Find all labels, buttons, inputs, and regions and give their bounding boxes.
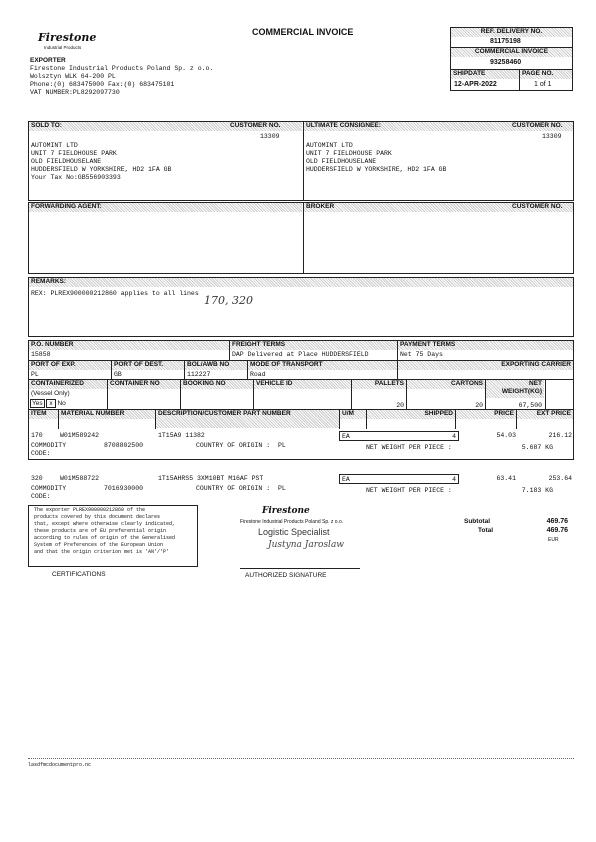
po-number-label: P.O. NUMBER [29, 341, 229, 350]
col-material: MATERIAL NUMBER [59, 410, 155, 419]
table-row: 320 W01M588722 1T15AHRS5 3XM10BT M16AF PST EA 4 63.41 253.64 COMMODITY CODE: 7016930000 COUNTRY OF ORIGIN : PL NET WEIGHT PER PIECE : 7.183 KG [31, 475, 572, 500]
col-ext-price: EXT PRICE [517, 410, 573, 419]
carrier-label: EXPORTING CARRIER [398, 361, 573, 370]
total-label: Total [478, 527, 494, 534]
net-weight: 67,500 [518, 402, 542, 409]
yes-checkbox[interactable]: Yes [32, 400, 43, 407]
page-no: 1 of 1 [534, 81, 552, 88]
remarks-label: REMARKS: [29, 278, 573, 287]
port-exp-label: PORT OF EXP. [29, 361, 111, 370]
bol-no: 112227 [187, 371, 211, 378]
containerized-sub: (Vessel Only) [31, 390, 70, 397]
col-price: PRICE [456, 410, 516, 419]
table-row: 170 W01M589242 1T15A9 11382 EA 4 54.03 216.12 COMMODITY CODE: 8708802500 COUNTRY OF ORIGIN : PL NET WEIGHT PER PIECE : 5.687 KG [31, 432, 572, 457]
sold-to-customer-label: CUSTOMER NO. [230, 122, 281, 129]
transport-label: MODE OF TRANSPORT [248, 361, 397, 370]
forwarding-agent-label: FORWARDING AGENT: [29, 203, 302, 212]
container-no-label: CONTAINER NO [108, 380, 180, 389]
invoice-no-label: COMMERCIAL INVOICE [451, 48, 572, 57]
col-item: ITEM [29, 410, 58, 419]
brand-tagline: Industrial Products [44, 45, 82, 50]
stamp-line2: Logistic Specialist [258, 527, 330, 537]
vehicle-id-label: VEHICLE ID [254, 380, 351, 389]
freight-terms-label: FREIGHT TERMS [230, 341, 397, 350]
payment-terms-label: PAYMENT TERMS [398, 341, 573, 350]
cartons-label: CARTONS [407, 380, 485, 389]
page-no-label: PAGE NO. [520, 70, 572, 79]
freight-terms: DAP Delivered at Place HUDDERSFIELD [232, 351, 369, 358]
col-description: DESCRIPTION/CUSTOMER PART NUMBER [156, 410, 339, 428]
subtotal-value: 469.76 [546, 518, 568, 525]
net-weight-label: NET WEIGHT(KG) [486, 380, 544, 398]
transport-mode: Road [250, 371, 266, 378]
col-shipped: SHIPPED [367, 410, 455, 419]
exporter-label: EXPORTER [30, 57, 66, 64]
pallets: 20 [396, 402, 404, 409]
cartons: 20 [475, 402, 483, 409]
containerized-options [30, 400, 66, 408]
consignee-customer-label: CUSTOMER NO. [512, 122, 563, 129]
authorized-signature-label: AUTHORIZED SIGNATURE [245, 572, 327, 579]
consignee-label: ULTIMATE CONSIGNEE: [304, 122, 573, 131]
pallets-label: PALLETS [352, 380, 406, 389]
containerized-label: CONTAINERIZED [29, 380, 107, 389]
bol-label: BOL/AWB NO [185, 361, 247, 370]
sold-to-label: SOLD TO: [29, 122, 302, 131]
delivery-no: 81175198 [490, 38, 521, 45]
booking-no-label: BOOKING NO [181, 380, 253, 389]
certifications-label: CERTIFICATIONS [52, 571, 106, 578]
consignee-customer-no: 13309 [542, 133, 562, 140]
invoice-no: 93258460 [490, 59, 522, 66]
stamp-logo: Firestone [262, 506, 310, 516]
delivery-no-label: REF. DELIVERY NO. [451, 28, 572, 37]
footer-text: lasdfmcdocumentpro.nc [28, 762, 92, 768]
col-um: U/M [340, 410, 366, 419]
sold-to-customer-no: 13309 [260, 133, 280, 140]
port-dest-label: PORT OF DEST. [112, 361, 184, 370]
remarks-text: REX: PLREX900000212860 applies to all lines [31, 290, 199, 297]
consignee-address: AUTOMINT LTD UNIT 7 FIELDHOUSE PARK OLD FIELDHOUSELANE HUDDERSFIELD W YORKSHIRE, HD2 1FA GB [306, 142, 447, 173]
stamp-line1: Firestone Industrial Products Poland Sp. z o.o. [240, 519, 344, 525]
exporter-address: Firestone Industrial Products Poland Sp. z o.o. Wolsztyn WLK 64-200 PL Phone:(0) 683475000 Fax:(0) 683475101 VAT NUMBER:PL8292097730 [30, 65, 214, 96]
remarks-handwritten: 170, 320 [204, 294, 253, 307]
no-option-label: No [57, 400, 66, 407]
no-checkbox-mark[interactable]: x [46, 399, 55, 408]
shipdate-label: SHIPDATE [451, 70, 519, 79]
port-dest: GB [114, 371, 122, 378]
sold-to-address: AUTOMINT LTD UNIT 7 FIELDHOUSE PARK OLD FIELDHOUSELANE HUDDERSFIELD W YORKSHIRE, HD2 1FA GB Your Tax No:GB556903393 [31, 142, 172, 181]
brand-logo: Firestone [38, 31, 97, 44]
broker-label: BROKER [304, 203, 573, 212]
broker-customer-label: CUSTOMER NO. [512, 203, 563, 210]
total-value: 469.76 [546, 527, 568, 534]
signature: Justyna Jaroslaw [268, 540, 345, 550]
po-number: 15858 [31, 351, 51, 358]
shipdate: 12-APR-2022 [454, 81, 497, 88]
agent-panel [28, 202, 574, 274]
certification-text: The exporter PLREX900000212860 of the products covered by this document declares that, except where otherwise clearly indicated, these products are of EU preferential origin according to rules of origin of the Generalised System of Preferences of the European Union and that the origin criterion met is 'AN'/'P' [34, 507, 176, 555]
payment-terms: Net 75 Days [400, 351, 443, 358]
page-title: COMMERCIAL INVOICE [252, 27, 354, 37]
currency: EUR [548, 537, 559, 543]
subtotal-label: Subtotal [464, 518, 490, 525]
port-exp: PL [31, 371, 39, 378]
